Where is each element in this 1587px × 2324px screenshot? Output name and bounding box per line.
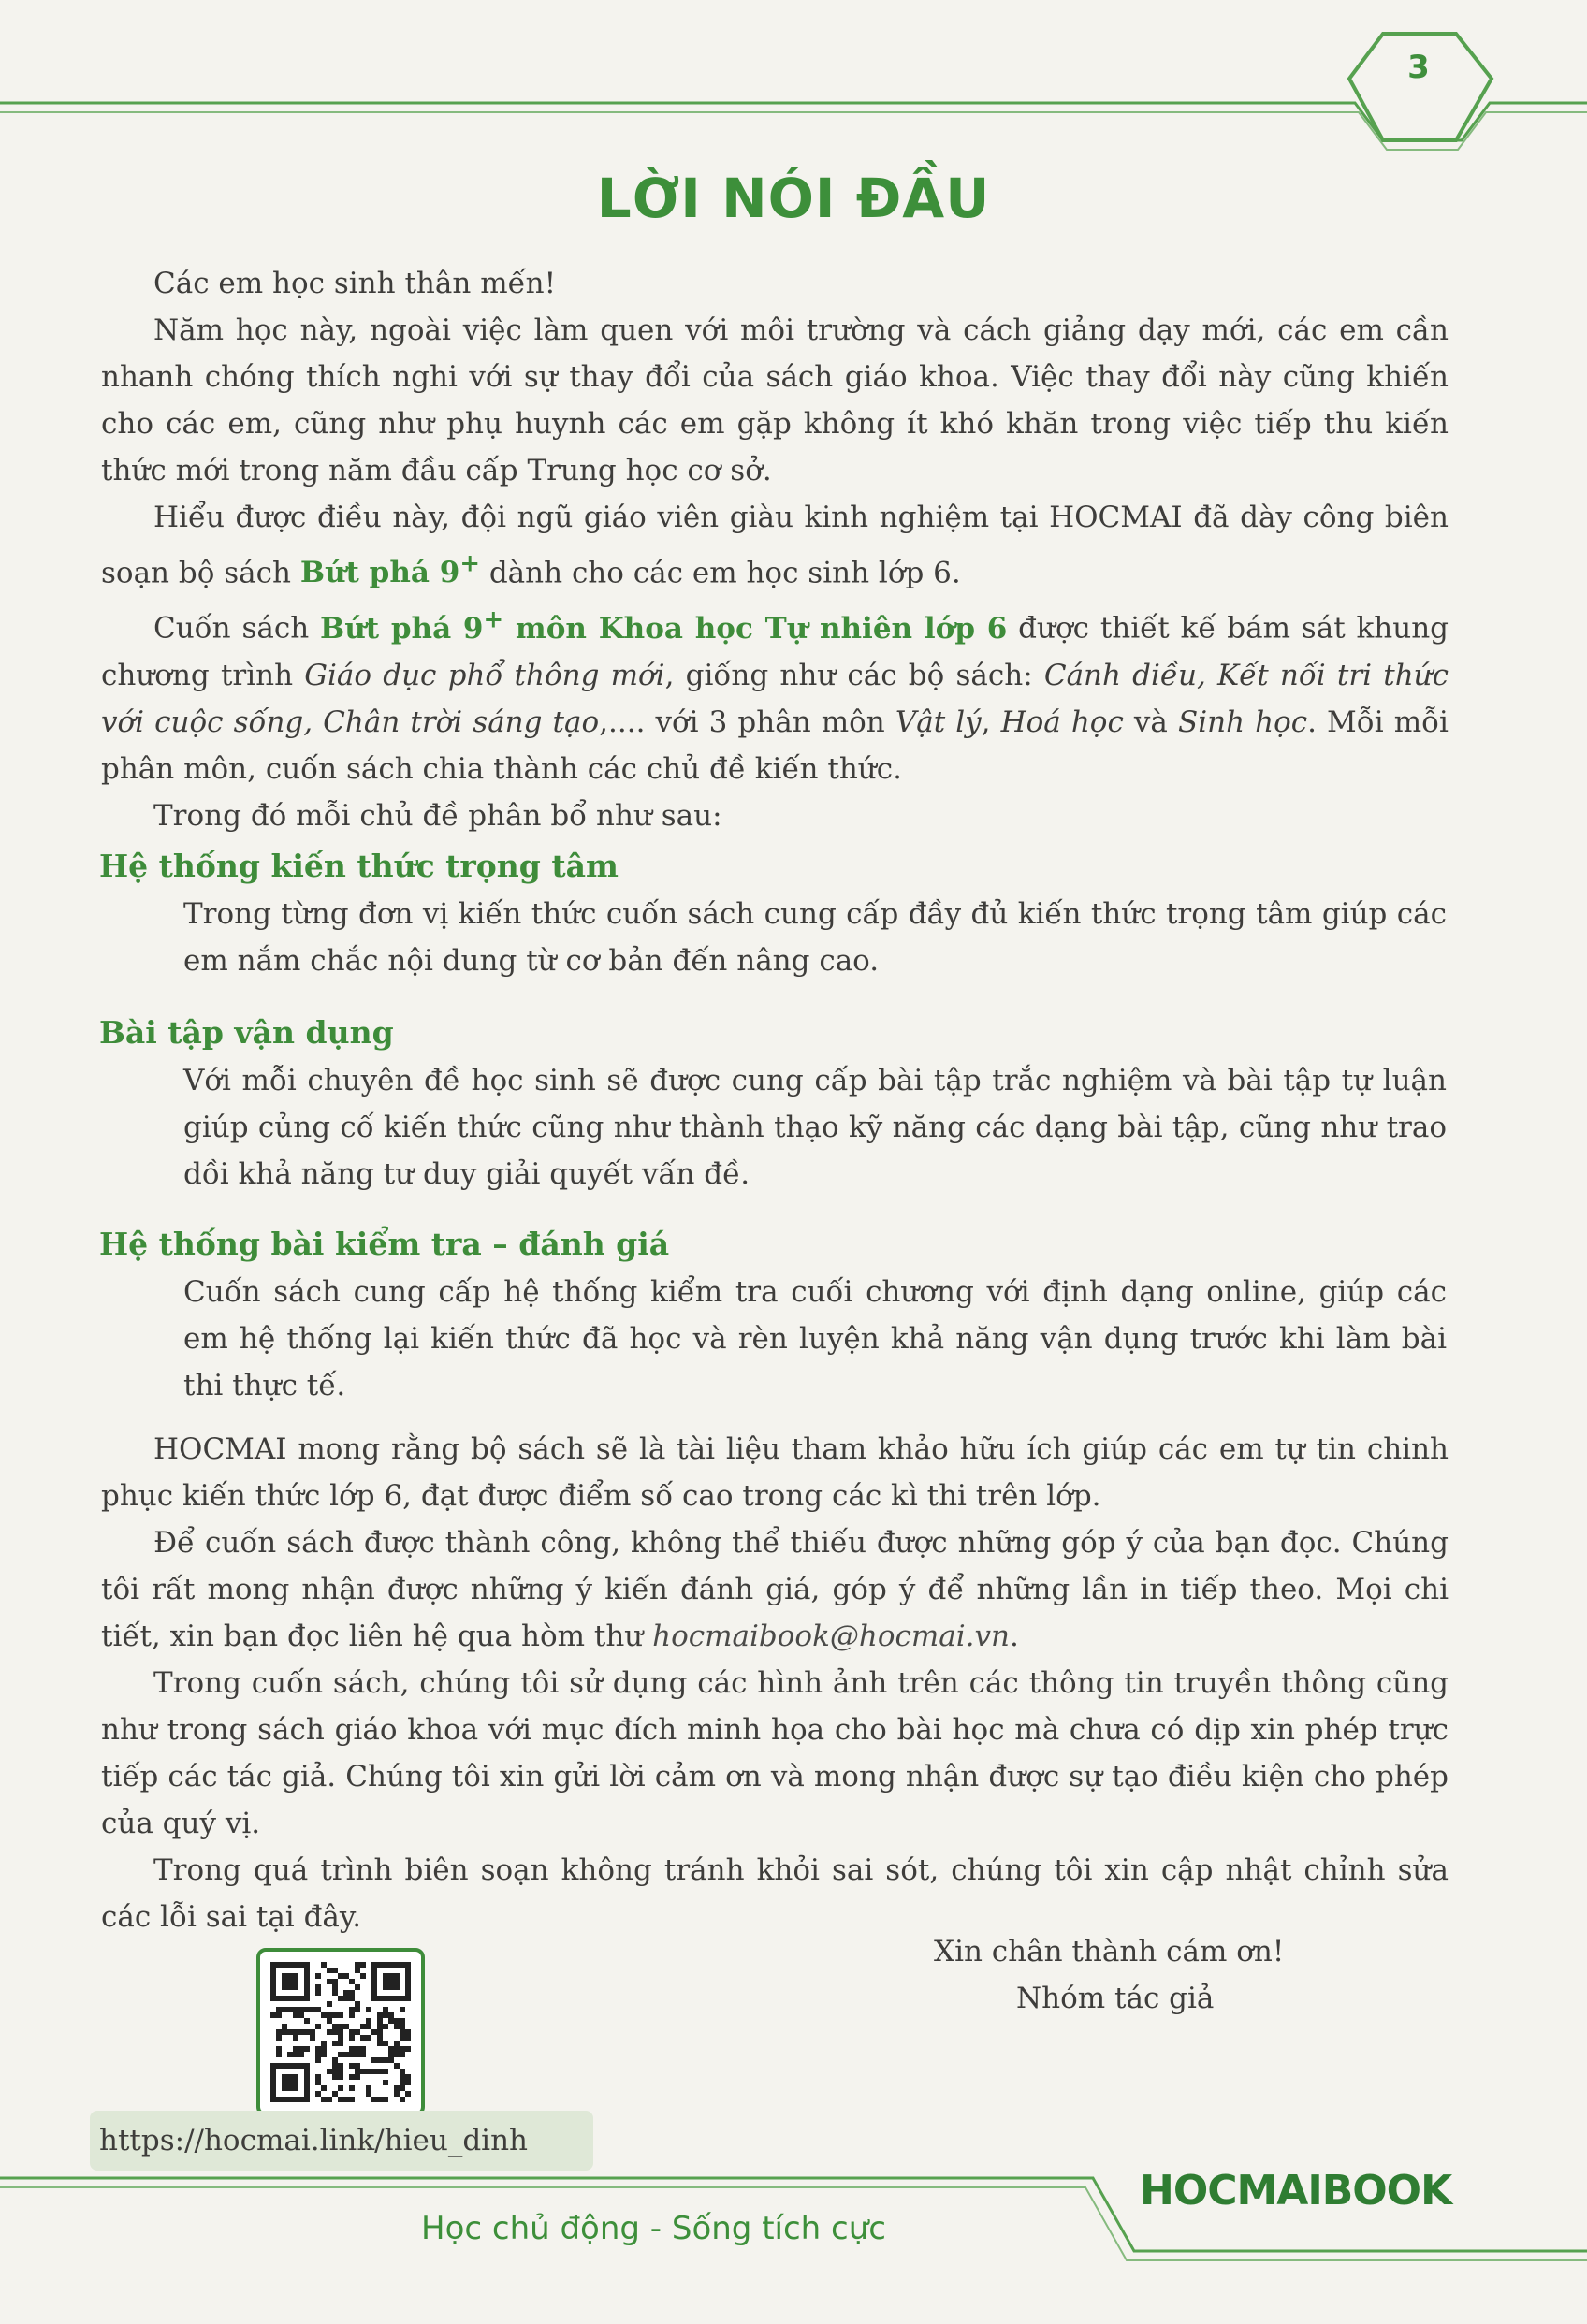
- paragraph-4: Trong đó mỗi chủ đề phân bổ như sau:: [153, 798, 722, 833]
- paragraph-6-text: Để cuốn sách được thành công, không thể thiếu được những góp ý của bạn đọc. Chúng tôi rất mong nhận được những ý kiến đánh giá, góp ý để những lần in tiếp theo. Mọi chi tiết, xin bạn đọc liên hệ qua hòm thư: [101, 1526, 1449, 1653]
- signoff-thanks: Xin chân thành cám ơn!: [934, 1935, 1285, 1968]
- p3-i3: Vật lý: [895, 704, 982, 739]
- book-name-sup: +: [459, 550, 480, 578]
- section-heading-1: Hệ thống kiến thức trọng tâm: [99, 848, 619, 884]
- p3-subject: môn Khoa học Tự nhiên lớp 6: [503, 611, 1008, 646]
- p3-sup: +: [483, 605, 504, 634]
- p3-t0: Cuốn sách: [153, 611, 321, 646]
- footer-slogan: Học chủ động - Sống tích cực: [421, 2210, 886, 2247]
- qr-code-image: [260, 1952, 421, 2113]
- paragraph-6: [101, 1519, 1449, 1660]
- intro-block: [101, 260, 1449, 839]
- p3-i4: Hoá học: [1000, 704, 1124, 739]
- p3-t4: ,: [981, 704, 1001, 739]
- signoff-author: Nhóm tác giả: [1016, 1982, 1215, 2015]
- section-text-1: Trong từng đơn vị kiến thức cuốn sách cung cấp đầy đủ kiến thức trọng tâm giúp các em nắm chắc nội dung từ cơ bản đến nâng cao.: [183, 897, 1447, 978]
- p3-t6: . Mỗi mỗi phân môn, cuốn sách chia thành các chủ đề kiến thức.: [101, 704, 1449, 786]
- section-text-3: Cuốn sách cung cấp hệ thống kiểm tra cuối chương với định dạng online, giúp các em hệ thống lại kiến thức đã học và rèn luyện khả năng vận dụng trước khi làm bài thi thực tế.: [183, 1275, 1447, 1402]
- section-body-2: [183, 1057, 1447, 1198]
- page-title: LỜI NÓI ĐẦU: [596, 167, 991, 230]
- p3-t2: , giống như các bộ sách:: [664, 658, 1044, 692]
- paragraph-2: [101, 494, 1449, 596]
- p3-t5: và: [1123, 704, 1178, 739]
- paragraph-8: Trong quá trình biên soạn không tránh khỏi sai sót, chúng tôi xin cập nhật chỉnh sửa các lỗi sai tại đây.: [101, 1853, 1449, 1934]
- paragraph-7: Trong cuốn sách, chúng tôi sử dụng các hình ảnh trên các thông tin truyền thông cũng như trong sách giáo khoa với mục đích minh họa cho bài học mà chưa có dịp xin phép trực tiếp các tác giả. Chúng tôi xin gửi lời cảm ơn và mong nhận được sự tạo điều kiện cho phép của quý vị.: [101, 1666, 1449, 1840]
- page-number: 3: [1407, 49, 1430, 86]
- greeting: Các em học sinh thân mến!: [153, 267, 557, 300]
- section-heading-2: Bài tập vận dụng: [99, 1014, 394, 1051]
- section-heading-3: Hệ thống bài kiểm tra – đánh giá: [99, 1226, 670, 1262]
- p3-i2: Cánh diều, Kết nối tri thức với cuộc sống, Chân trời sáng tạo: [101, 658, 1449, 739]
- p3-t1: được thiết kế bám sát khung chương trình: [101, 611, 1449, 692]
- errata-link[interactable]: https://hocmai.link/hieu_dinh: [90, 2111, 593, 2171]
- paragraph-5: HOCMAI mong rằng bộ sách sẽ là tài liệu tham khảo hữu ích giúp các em tự tin chinh phục kiến thức lớp 6, đạt được điểm số cao trong các kì thi trên lớp.: [101, 1432, 1449, 1513]
- qr-code[interactable]: [256, 1948, 425, 2116]
- section-text-2: Với mỗi chuyên đề học sinh sẽ được cung cấp bài tập trắc nghiệm và bài tập tự luận giúp củng cố kiến thức cũng như thành thạo kỹ năng các dạng bài tập, cũng như trao dồi khả năng tư duy giải quyết vấn đề.: [183, 1064, 1447, 1191]
- p3-i5: Sinh học: [1177, 704, 1308, 739]
- p3-t3: ,.... với 3 phân môn: [599, 704, 895, 739]
- section-body-1: [183, 891, 1447, 984]
- footer-brand-logo: HOCMAIBOOK: [1140, 2167, 1452, 2215]
- closing-block: [101, 1426, 1449, 1940]
- paragraph-2-text: Hiểu được điều này, đội ngũ giáo viên giàu kinh nghiệm tại HOCMAI đã dày công biên soạn bộ sách: [101, 501, 1449, 590]
- p3-i1: Giáo dục phổ thông mới: [304, 658, 665, 692]
- book-name: Bứt phá 9: [299, 556, 460, 590]
- paragraph-3: [101, 596, 1449, 792]
- paragraph-2-tail: dành cho các em học sinh lớp 6.: [479, 556, 961, 590]
- paragraph-1: Năm học này, ngoài việc làm quen với môi trường và cách giảng dạy mới, các em cần nhanh chóng thích nghi với sự thay đổi của sách giáo khoa. Việc thay đổi này cũng khiến cho các em, cũng như phụ huynh các em gặp không ít khó khăn trong việc tiếp thu kiến thức mới trong năm đầu cấp Trung học cơ sở.: [101, 313, 1449, 487]
- section-body-3: [183, 1269, 1447, 1409]
- contact-email[interactable]: hocmaibook@hocmai.vn: [652, 1620, 1010, 1653]
- paragraph-6-tail: .: [1009, 1620, 1019, 1653]
- p3-book: Bứt phá 9: [320, 611, 484, 646]
